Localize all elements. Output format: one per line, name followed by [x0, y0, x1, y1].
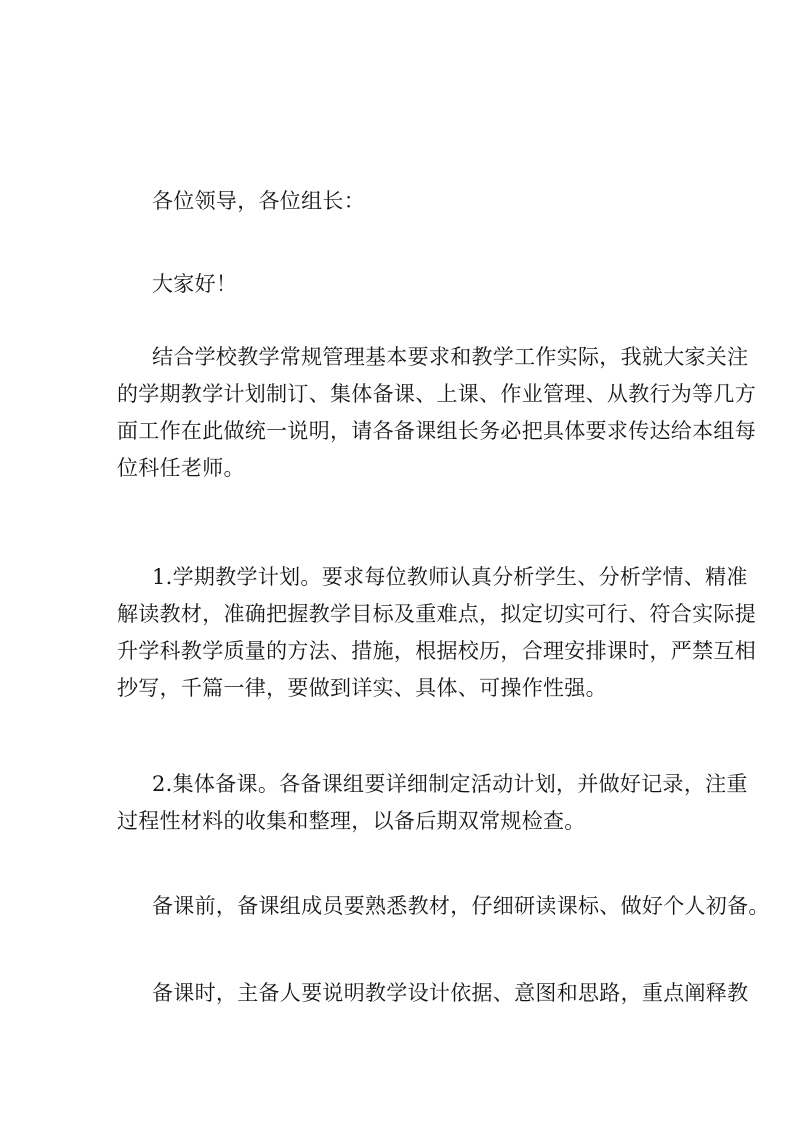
paragraph-line: 2.集体备课。各备课组要详细制定活动计划，并做好记录，注重 — [152, 772, 748, 796]
paragraph-line: 位科任老师。 — [117, 456, 245, 480]
paragraph-line: 1.学期教学计划。要求每位教师认真分析学生、分析学情、精准 — [152, 565, 748, 589]
greeting: 大家好！ — [152, 272, 238, 296]
salutation: 各位领导，各位组长： — [152, 189, 365, 213]
paragraph-line: 过程性材料的收集和整理，以备后期双常规检查。 — [117, 809, 586, 833]
paragraph-line: 的学期教学计划制订、集体备课、上课、作业管理、从教行为等几方 — [117, 382, 756, 406]
paragraph-line: 解读教材，准确把握教学目标及重难点，拟定切实可行、符合实际提 — [117, 602, 756, 626]
paragraph-line: 备课时，主备人要说明教学设计依据、意图和思路，重点阐释教 — [152, 981, 749, 1005]
paragraph-line: 面工作在此做统一说明，请各备课组长务必把具体要求传达给本组每 — [117, 419, 756, 443]
paragraph-line: 抄写，千篇一律，要做到详实、具体、可操作性强。 — [117, 676, 607, 700]
paragraph-line: 升学科教学质量的方法、措施，根据校历，合理安排课时，严禁互相 — [117, 639, 756, 663]
paragraph-line: 结合学校教学常规管理基本要求和教学工作实际，我就大家关注 — [152, 345, 749, 369]
paragraph-line: 备课前，备课组成员要熟悉教材，仔细研读课标、做好个人初备。 — [152, 894, 770, 918]
